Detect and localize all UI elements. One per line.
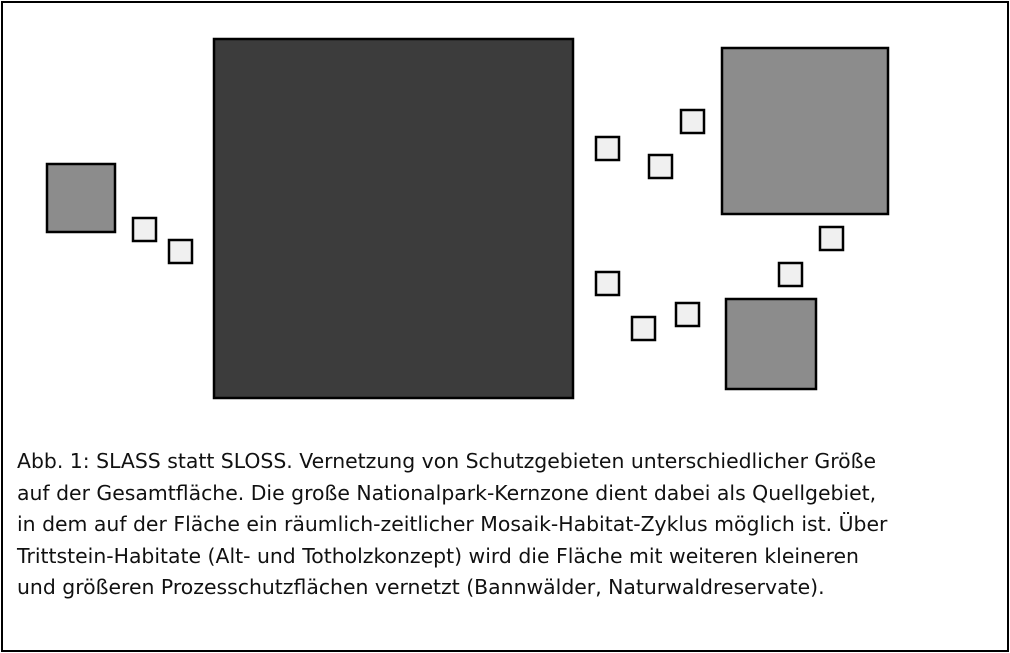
caption-line: Abb. 1: SLASS statt SLOSS. Vernetzung von Schutzgebieten unterschiedlicher Größe bbox=[17, 449, 877, 473]
stepping-stone bbox=[820, 227, 843, 250]
stepping-stone bbox=[133, 218, 156, 241]
stepping-stone bbox=[596, 272, 619, 295]
caption-line: und größeren Prozesschutzflächen vernetzt (Bannwälder, Naturwaldreservate). bbox=[17, 575, 825, 599]
protected-area-top-right bbox=[722, 48, 888, 214]
protected-area-bottom-right bbox=[726, 299, 816, 389]
stepping-stone bbox=[649, 155, 672, 178]
stepping-stone bbox=[681, 110, 704, 133]
stepping-stone bbox=[596, 137, 619, 160]
caption-line: Trittstein-Habitate (Alt- und Totholzkonzept) wird die Fläche mit weiteren kleineren bbox=[17, 543, 859, 568]
stepping-stone bbox=[779, 263, 802, 286]
stepping-stone bbox=[676, 303, 699, 326]
core-zone-square bbox=[214, 39, 573, 398]
stepping-stone bbox=[632, 317, 655, 340]
caption-line: in dem auf der Fläche ein räumlich-zeitlicher Mosaik-Habitat-Zyklus möglich ist. Über bbox=[17, 512, 888, 536]
caption-line: auf der Gesamtfläche. Die große Nationalpark-Kernzone dient dabei als Quellgebiet, bbox=[17, 480, 877, 505]
figure-caption bbox=[17, 446, 1002, 604]
stepping-stone bbox=[169, 240, 192, 263]
protected-area-left bbox=[47, 164, 115, 232]
